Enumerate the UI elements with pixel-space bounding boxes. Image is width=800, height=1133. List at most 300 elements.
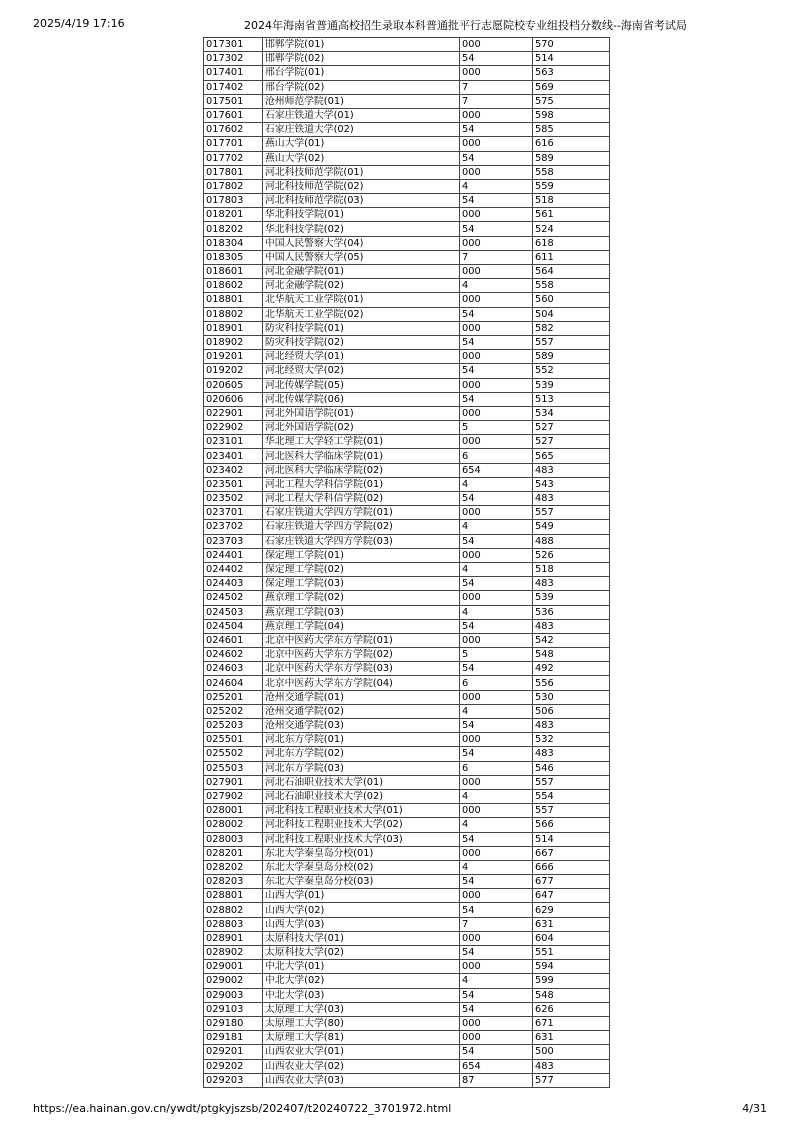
school-group-cell: 邯郸学院(02)	[263, 52, 460, 66]
group-code-cell: 017601	[204, 108, 263, 122]
min-score-cell: 543	[533, 477, 610, 491]
subject-req-cell: 54	[460, 335, 533, 349]
min-score-cell: 667	[533, 846, 610, 860]
min-score-cell: 599	[533, 974, 610, 988]
min-score-cell: 492	[533, 662, 610, 676]
group-code-cell: 025202	[204, 704, 263, 718]
min-score-cell: 618	[533, 236, 610, 250]
subject-req-cell: 7	[460, 917, 533, 931]
table-row	[204, 818, 610, 832]
group-code-cell: 017402	[204, 80, 263, 94]
min-score-cell: 554	[533, 789, 610, 803]
subject-req-cell: 54	[460, 832, 533, 846]
school-group-cell: 沧州交通学院(03)	[263, 719, 460, 733]
min-score-cell: 631	[533, 917, 610, 931]
table-row	[204, 860, 610, 874]
table-row	[204, 846, 610, 860]
table-row	[204, 988, 610, 1002]
min-score-cell: 549	[533, 520, 610, 534]
school-group-cell: 华北科技学院(02)	[263, 222, 460, 236]
school-group-cell: 燕京理工学院(04)	[263, 619, 460, 633]
table-row	[204, 676, 610, 690]
group-code-cell: 027901	[204, 775, 263, 789]
subject-req-cell: 54	[460, 307, 533, 321]
school-group-cell: 北华航天工业学院(02)	[263, 307, 460, 321]
group-code-cell: 024601	[204, 633, 263, 647]
table-row	[204, 789, 610, 803]
min-score-cell: 575	[533, 94, 610, 108]
min-score-cell: 500	[533, 1045, 610, 1059]
group-code-cell: 027902	[204, 789, 263, 803]
group-code-cell: 017701	[204, 137, 263, 151]
subject-req-cell: 000	[460, 690, 533, 704]
table-row	[204, 38, 610, 52]
min-score-cell: 514	[533, 832, 610, 846]
table-row	[204, 1016, 610, 1030]
min-score-cell: 513	[533, 392, 610, 406]
subject-req-cell: 6	[460, 676, 533, 690]
subject-req-cell: 000	[460, 406, 533, 420]
table-row	[204, 250, 610, 264]
min-score-cell: 524	[533, 222, 610, 236]
group-code-cell: 028203	[204, 875, 263, 889]
min-score-cell: 539	[533, 591, 610, 605]
min-score-cell: 611	[533, 250, 610, 264]
table-row	[204, 690, 610, 704]
subject-req-cell: 4	[460, 520, 533, 534]
subject-req-cell: 7	[460, 250, 533, 264]
school-group-cell: 河北金融学院(01)	[263, 265, 460, 279]
subject-req-cell: 000	[460, 208, 533, 222]
min-score-cell: 506	[533, 704, 610, 718]
school-group-cell: 邢台学院(01)	[263, 66, 460, 80]
group-code-cell: 020606	[204, 392, 263, 406]
min-score-cell: 534	[533, 406, 610, 420]
subject-req-cell: 000	[460, 293, 533, 307]
school-group-cell: 河北传媒学院(05)	[263, 378, 460, 392]
min-score-cell: 585	[533, 123, 610, 137]
min-score-cell: 560	[533, 293, 610, 307]
min-score-cell: 546	[533, 761, 610, 775]
group-code-cell: 029202	[204, 1059, 263, 1073]
school-group-cell: 东北大学秦皇岛分校(01)	[263, 846, 460, 860]
subject-req-cell: 54	[460, 1045, 533, 1059]
group-code-cell: 028201	[204, 846, 263, 860]
table-row	[204, 633, 610, 647]
subject-req-cell: 000	[460, 137, 533, 151]
table-row	[204, 265, 610, 279]
subject-req-cell: 000	[460, 548, 533, 562]
table-row	[204, 492, 610, 506]
school-group-cell: 华北理工大学轻工学院(01)	[263, 435, 460, 449]
school-group-cell: 河北科技师范学院(01)	[263, 165, 460, 179]
table-row	[204, 406, 610, 420]
table-row	[204, 719, 610, 733]
school-group-cell: 河北工程大学科信学院(02)	[263, 492, 460, 506]
school-group-cell: 燕京理工学院(03)	[263, 605, 460, 619]
score-table	[203, 37, 610, 1088]
school-group-cell: 中北大学(03)	[263, 988, 460, 1002]
min-score-cell: 563	[533, 66, 610, 80]
subject-req-cell: 7	[460, 80, 533, 94]
table-row	[204, 279, 610, 293]
page-title: 2024年海南省普通高校招生录取本科普通批平行志愿院校专业组投档分数线--海南省考试局	[244, 19, 687, 32]
group-code-cell: 024403	[204, 577, 263, 591]
table-row	[204, 733, 610, 747]
subject-req-cell: 5	[460, 648, 533, 662]
table-row	[204, 931, 610, 945]
score-table-body	[204, 38, 610, 1088]
subject-req-cell: 54	[460, 719, 533, 733]
subject-req-cell: 54	[460, 123, 533, 137]
min-score-cell: 566	[533, 818, 610, 832]
min-score-cell: 557	[533, 775, 610, 789]
subject-req-cell: 54	[460, 392, 533, 406]
subject-req-cell: 54	[460, 875, 533, 889]
min-score-cell: 564	[533, 265, 610, 279]
subject-req-cell: 000	[460, 960, 533, 974]
group-code-cell: 024604	[204, 676, 263, 690]
group-code-cell: 028902	[204, 946, 263, 960]
group-code-cell: 018304	[204, 236, 263, 250]
group-code-cell: 029003	[204, 988, 263, 1002]
group-code-cell: 029002	[204, 974, 263, 988]
subject-req-cell: 4	[460, 477, 533, 491]
min-score-cell: 589	[533, 350, 610, 364]
group-code-cell: 029001	[204, 960, 263, 974]
table-row	[204, 506, 610, 520]
group-code-cell: 029180	[204, 1016, 263, 1030]
subject-req-cell: 54	[460, 988, 533, 1002]
subject-req-cell: 6	[460, 761, 533, 775]
school-group-cell: 河北工程大学科信学院(01)	[263, 477, 460, 491]
min-score-cell: 488	[533, 534, 610, 548]
table-row	[204, 307, 610, 321]
subject-req-cell: 4	[460, 179, 533, 193]
group-code-cell: 028801	[204, 889, 263, 903]
school-group-cell: 石家庄铁道大学(02)	[263, 123, 460, 137]
group-code-cell: 024401	[204, 548, 263, 562]
school-group-cell: 燕京理工学院(02)	[263, 591, 460, 605]
school-group-cell: 河北经贸大学(02)	[263, 364, 460, 378]
group-code-cell: 023101	[204, 435, 263, 449]
group-code-cell: 025503	[204, 761, 263, 775]
min-score-cell: 530	[533, 690, 610, 704]
group-code-cell: 018202	[204, 222, 263, 236]
table-row	[204, 477, 610, 491]
group-code-cell: 023703	[204, 534, 263, 548]
table-row	[204, 435, 610, 449]
subject-req-cell: 654	[460, 1059, 533, 1073]
min-score-cell: 629	[533, 903, 610, 917]
school-group-cell: 河北科技师范学院(02)	[263, 179, 460, 193]
table-row	[204, 94, 610, 108]
subject-req-cell: 000	[460, 591, 533, 605]
min-score-cell: 518	[533, 562, 610, 576]
school-group-cell: 山西大学(03)	[263, 917, 460, 931]
subject-req-cell: 4	[460, 860, 533, 874]
group-code-cell: 017501	[204, 94, 263, 108]
school-group-cell: 山西大学(01)	[263, 889, 460, 903]
subject-req-cell: 54	[460, 903, 533, 917]
min-score-cell: 526	[533, 548, 610, 562]
table-row	[204, 222, 610, 236]
subject-req-cell: 4	[460, 605, 533, 619]
min-score-cell: 548	[533, 988, 610, 1002]
table-row	[204, 534, 610, 548]
school-group-cell: 东北大学秦皇岛分校(03)	[263, 875, 460, 889]
table-row	[204, 463, 610, 477]
table-row	[204, 946, 610, 960]
min-score-cell: 559	[533, 179, 610, 193]
group-code-cell: 029181	[204, 1031, 263, 1045]
group-code-cell: 024504	[204, 619, 263, 633]
subject-req-cell: 54	[460, 619, 533, 633]
table-row	[204, 775, 610, 789]
min-score-cell: 557	[533, 804, 610, 818]
table-row	[204, 137, 610, 151]
subject-req-cell: 4	[460, 704, 533, 718]
table-row	[204, 548, 610, 562]
subject-req-cell: 54	[460, 577, 533, 591]
table-row	[204, 662, 610, 676]
subject-req-cell: 4	[460, 789, 533, 803]
table-row	[204, 562, 610, 576]
school-group-cell: 东北大学秦皇岛分校(02)	[263, 860, 460, 874]
group-code-cell: 022902	[204, 421, 263, 435]
table-row	[204, 293, 610, 307]
school-group-cell: 保定理工学院(02)	[263, 562, 460, 576]
group-code-cell: 029201	[204, 1045, 263, 1059]
min-score-cell: 518	[533, 194, 610, 208]
min-score-cell: 558	[533, 165, 610, 179]
group-code-cell: 023502	[204, 492, 263, 506]
table-row	[204, 321, 610, 335]
table-row	[204, 804, 610, 818]
subject-req-cell: 000	[460, 633, 533, 647]
school-group-cell: 山西农业大学(02)	[263, 1059, 460, 1073]
table-row	[204, 378, 610, 392]
group-code-cell: 025203	[204, 719, 263, 733]
min-score-cell: 569	[533, 80, 610, 94]
group-code-cell: 017302	[204, 52, 263, 66]
group-code-cell: 028002	[204, 818, 263, 832]
min-score-cell: 561	[533, 208, 610, 222]
min-score-cell: 483	[533, 492, 610, 506]
group-code-cell: 028003	[204, 832, 263, 846]
min-score-cell: 483	[533, 463, 610, 477]
school-group-cell: 邢台学院(02)	[263, 80, 460, 94]
school-group-cell: 太原理工大学(03)	[263, 1002, 460, 1016]
table-row	[204, 974, 610, 988]
subject-req-cell: 87	[460, 1073, 533, 1087]
subject-req-cell: 54	[460, 946, 533, 960]
table-row	[204, 761, 610, 775]
table-row	[204, 208, 610, 222]
table-row	[204, 165, 610, 179]
min-score-cell: 504	[533, 307, 610, 321]
group-code-cell: 018802	[204, 307, 263, 321]
table-row	[204, 1002, 610, 1016]
group-code-cell: 017602	[204, 123, 263, 137]
group-code-cell: 018902	[204, 335, 263, 349]
table-row	[204, 123, 610, 137]
table-row	[204, 520, 610, 534]
table-row	[204, 917, 610, 931]
min-score-cell: 483	[533, 577, 610, 591]
min-score-cell: 570	[533, 38, 610, 52]
group-code-cell: 017803	[204, 194, 263, 208]
group-code-cell: 018201	[204, 208, 263, 222]
group-code-cell: 023501	[204, 477, 263, 491]
table-row	[204, 875, 610, 889]
page-number: 4/31	[742, 1102, 767, 1115]
subject-req-cell: 54	[460, 151, 533, 165]
school-group-cell: 石家庄铁道大学四方学院(02)	[263, 520, 460, 534]
table-row	[204, 591, 610, 605]
min-score-cell: 565	[533, 449, 610, 463]
group-code-cell: 024402	[204, 562, 263, 576]
table-row	[204, 619, 610, 633]
group-code-cell: 024502	[204, 591, 263, 605]
subject-req-cell: 000	[460, 1031, 533, 1045]
school-group-cell: 北京中医药大学东方学院(04)	[263, 676, 460, 690]
table-row	[204, 179, 610, 193]
group-code-cell: 018801	[204, 293, 263, 307]
school-group-cell: 河北科技师范学院(03)	[263, 194, 460, 208]
school-group-cell: 北京中医药大学东方学院(03)	[263, 662, 460, 676]
school-group-cell: 河北外国语学院(01)	[263, 406, 460, 420]
school-group-cell: 山西农业大学(03)	[263, 1073, 460, 1087]
table-row	[204, 108, 610, 122]
school-group-cell: 河北石油职业技术大学(02)	[263, 789, 460, 803]
min-score-cell: 647	[533, 889, 610, 903]
school-group-cell: 石家庄铁道大学四方学院(03)	[263, 534, 460, 548]
min-score-cell: 594	[533, 960, 610, 974]
school-group-cell: 中北大学(01)	[263, 960, 460, 974]
min-score-cell: 542	[533, 633, 610, 647]
school-group-cell: 北华航天工业学院(01)	[263, 293, 460, 307]
school-group-cell: 防灾科技学院(02)	[263, 335, 460, 349]
school-group-cell: 河北金融学院(02)	[263, 279, 460, 293]
subject-req-cell: 54	[460, 222, 533, 236]
min-score-cell: 483	[533, 719, 610, 733]
table-row	[204, 236, 610, 250]
min-score-cell: 514	[533, 52, 610, 66]
group-code-cell: 023402	[204, 463, 263, 477]
school-group-cell: 山西农业大学(01)	[263, 1045, 460, 1059]
school-group-cell: 燕山大学(02)	[263, 151, 460, 165]
subject-req-cell: 000	[460, 1016, 533, 1030]
school-group-cell: 河北医科大学临床学院(01)	[263, 449, 460, 463]
school-group-cell: 中国人民警察大学(05)	[263, 250, 460, 264]
school-group-cell: 北京中医药大学东方学院(02)	[263, 648, 460, 662]
school-group-cell: 河北经贸大学(01)	[263, 350, 460, 364]
subject-req-cell: 4	[460, 974, 533, 988]
group-code-cell: 018305	[204, 250, 263, 264]
subject-req-cell: 4	[460, 562, 533, 576]
min-score-cell: 557	[533, 506, 610, 520]
table-row	[204, 832, 610, 846]
min-score-cell: 552	[533, 364, 610, 378]
source-url: https://ea.hainan.gov.cn/ywdt/ptgkyjszsb/202407/t20240722_3701972.html	[33, 1102, 452, 1115]
table-row	[204, 605, 610, 619]
school-group-cell: 石家庄铁道大学(01)	[263, 108, 460, 122]
min-score-cell: 677	[533, 875, 610, 889]
table-row	[204, 194, 610, 208]
school-group-cell: 邯郸学院(01)	[263, 38, 460, 52]
min-score-cell: 577	[533, 1073, 610, 1087]
subject-req-cell: 54	[460, 747, 533, 761]
group-code-cell: 022901	[204, 406, 263, 420]
school-group-cell: 河北东方学院(03)	[263, 761, 460, 775]
subject-req-cell: 54	[460, 662, 533, 676]
group-code-cell: 023401	[204, 449, 263, 463]
group-code-cell: 024503	[204, 605, 263, 619]
min-score-cell: 532	[533, 733, 610, 747]
table-row	[204, 421, 610, 435]
group-code-cell: 019202	[204, 364, 263, 378]
subject-req-cell: 54	[460, 534, 533, 548]
subject-req-cell: 54	[460, 52, 533, 66]
school-group-cell: 石家庄铁道大学四方学院(01)	[263, 506, 460, 520]
subject-req-cell: 000	[460, 931, 533, 945]
school-group-cell: 中国人民警察大学(04)	[263, 236, 460, 250]
school-group-cell: 华北科技学院(01)	[263, 208, 460, 222]
group-code-cell: 018602	[204, 279, 263, 293]
subject-req-cell: 000	[460, 804, 533, 818]
group-code-cell: 017401	[204, 66, 263, 80]
school-group-cell: 河北传媒学院(06)	[263, 392, 460, 406]
min-score-cell: 631	[533, 1031, 610, 1045]
subject-req-cell: 000	[460, 236, 533, 250]
school-group-cell: 河北科技工程职业技术大学(03)	[263, 832, 460, 846]
school-group-cell: 太原科技大学(02)	[263, 946, 460, 960]
table-row	[204, 648, 610, 662]
table-row	[204, 704, 610, 718]
subject-req-cell: 7	[460, 94, 533, 108]
min-score-cell: 598	[533, 108, 610, 122]
group-code-cell: 023701	[204, 506, 263, 520]
table-row	[204, 889, 610, 903]
school-group-cell: 保定理工学院(03)	[263, 577, 460, 591]
table-row	[204, 52, 610, 66]
school-group-cell: 太原理工大学(80)	[263, 1016, 460, 1030]
table-row	[204, 1045, 610, 1059]
table-row	[204, 350, 610, 364]
school-group-cell: 河北外国语学院(02)	[263, 421, 460, 435]
min-score-cell: 558	[533, 279, 610, 293]
min-score-cell: 604	[533, 931, 610, 945]
subject-req-cell: 000	[460, 265, 533, 279]
min-score-cell: 539	[533, 378, 610, 392]
school-group-cell: 中北大学(02)	[263, 974, 460, 988]
group-code-cell: 019201	[204, 350, 263, 364]
table-row	[204, 1031, 610, 1045]
table-row	[204, 80, 610, 94]
min-score-cell: 527	[533, 421, 610, 435]
table-row	[204, 66, 610, 80]
school-group-cell: 河北科技工程职业技术大学(02)	[263, 818, 460, 832]
min-score-cell: 582	[533, 321, 610, 335]
group-code-cell: 028803	[204, 917, 263, 931]
subject-req-cell: 000	[460, 846, 533, 860]
subject-req-cell: 54	[460, 1002, 533, 1016]
school-group-cell: 太原理工大学(81)	[263, 1031, 460, 1045]
subject-req-cell: 5	[460, 421, 533, 435]
subject-req-cell: 54	[460, 492, 533, 506]
group-code-cell: 028202	[204, 860, 263, 874]
